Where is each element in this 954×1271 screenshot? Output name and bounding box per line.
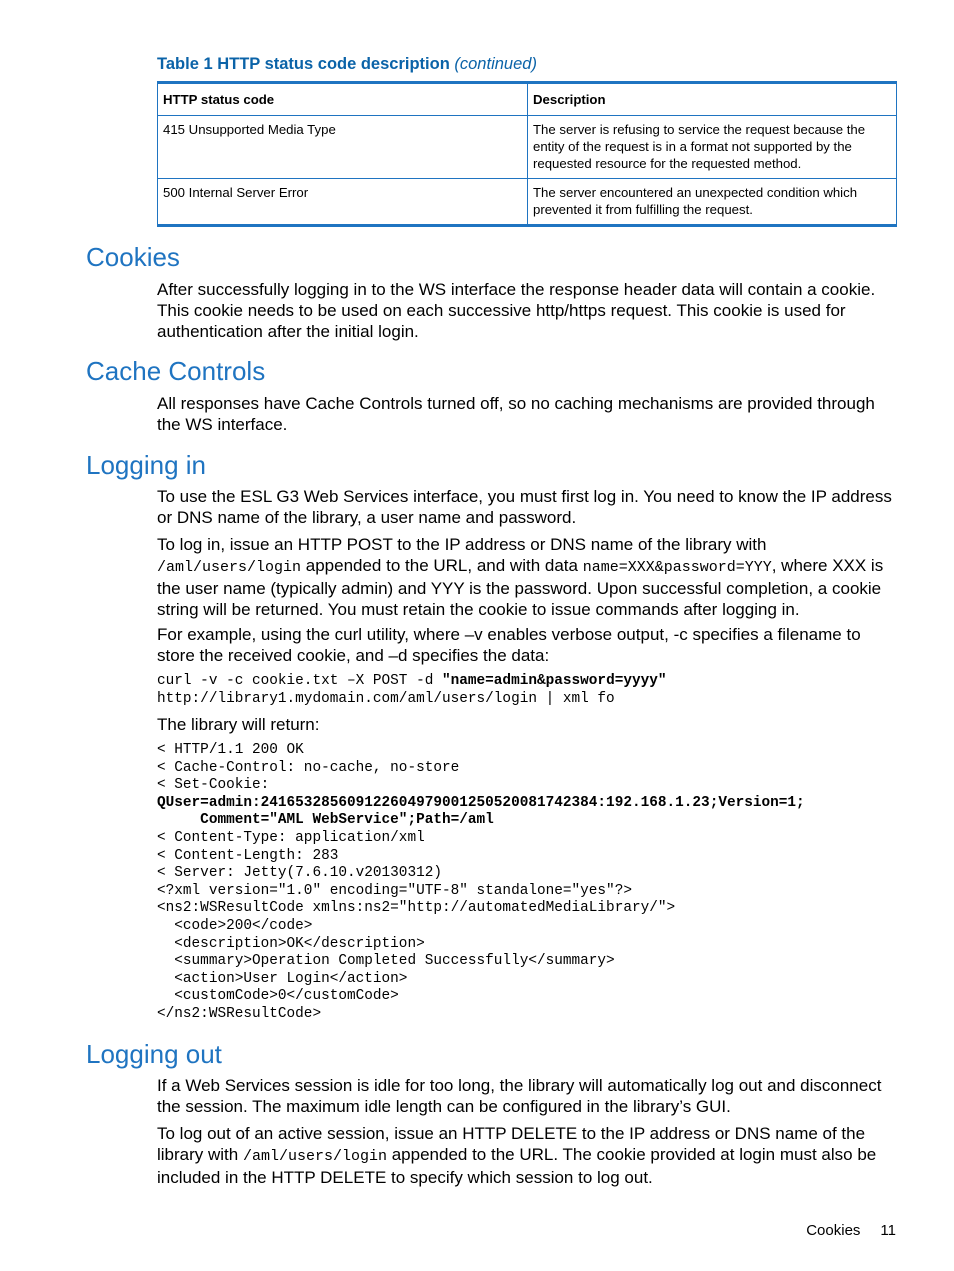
login-p2-text-c: , where XXX is the user name (typically admin) and YYY is the password. Upon successful completion, a cookie string will be returned. You must retain the cookie to issue commands after logging in. [157, 556, 884, 619]
column-header-description: Description [528, 83, 897, 116]
logout-paragraph-1: If a Web Services session is idle for too long, the library will automatically log out and disconnect the session. The maximum idle length can be configured in the library’s GUI. [157, 1076, 882, 1116]
logout-p2-text-a: To log out of an active session, issue an HTTP DELETE to the IP address or DNS name of the library with [157, 1124, 866, 1164]
login-paragraph-4: The library will return: [157, 715, 320, 734]
curl-command-code [157, 673, 667, 708]
login-data-code: name=XXX&password=YYY [582, 559, 772, 576]
response-line: <action>User Login</action> [157, 970, 408, 987]
column-header-status-code: HTTP status code [158, 83, 528, 116]
status-code-cell: 500 Internal Server Error [158, 179, 528, 226]
response-line: <customCode>0</customCode> [157, 988, 399, 1005]
response-line: < Content-Length: 283 [157, 847, 339, 864]
table-caption-continued: (continued) [454, 55, 537, 73]
table-caption [157, 55, 537, 74]
response-line: < Server: Jetty(7.6.10.v20130312) [157, 865, 442, 882]
cache-controls-paragraph: All responses have Cache Controls turned off, so no caching mechanisms are provided through the WS interface. [157, 394, 875, 434]
curl-line-1: curl -v -c cookie.txt –X POST -d [157, 673, 442, 689]
response-line: <summary>Operation Completed Successfully</summary> [157, 953, 615, 970]
page-footer [760, 1222, 896, 1239]
response-line: < HTTP/1.1 200 OK [157, 742, 304, 758]
login-paragraph-3: For example, using the curl utility, where –v enables verbose output, -c specifies a filename to store the received cookie, and –d specifies the data: [157, 625, 861, 665]
heading-cache-controls: Cache Controls [86, 356, 266, 386]
login-p2-text-a: To log in, issue an HTTP POST to the IP address or DNS name of the library with [157, 535, 767, 554]
login-response-code [157, 742, 805, 1024]
response-line: < Set-Cookie: [157, 777, 270, 794]
login-url-code: /aml/users/login [157, 559, 302, 576]
response-line: <ns2:WSResultCode xmlns:ns2="http://automatedMediaLibrary/"> [157, 900, 676, 917]
response-line: < Content-Type: application/xml [157, 829, 425, 846]
response-line: < Cache-Control: no-cache, no-store [157, 759, 460, 776]
curl-data-bold: "name=admin&password=yyyy" [441, 673, 667, 689]
heading-logging-out: Logging out [86, 1039, 222, 1069]
curl-line-2: http://library1.mydomain.com/aml/users/login | xml fo [157, 690, 615, 707]
table-caption-title: Table 1 HTTP status code description [157, 55, 450, 73]
login-paragraph-2 [157, 534, 902, 620]
footer-section-name: Cookies [806, 1222, 861, 1239]
heading-cookies: Cookies [86, 242, 180, 272]
response-cookie-line: QUser=admin:24165328560912260497900125052008174238​4:192.168.1.23;Version=1; [157, 794, 805, 811]
cookies-paragraph: After successfully logging in to the WS interface the response header data will contain a cookie. This cookie needs to be used on each successive http/https request. This cookie is used for authentication after the initial login. [157, 280, 876, 341]
login-paragraph-1: To use the ESL G3 Web Services interface, you must first log in. You need to know the IP address or DNS name of the library, a user name and password. [157, 487, 892, 527]
description-cell: The server encountered an unexpected condition which prevented it from fulfilling the request. [528, 179, 897, 226]
response-line: <?xml version="1.0" encoding="UTF-8" standalone="yes"?> [157, 882, 632, 899]
table-row [158, 179, 897, 226]
footer-page-number: 11 [880, 1222, 896, 1239]
table-header-row [158, 83, 897, 116]
table-row [158, 116, 897, 179]
response-line: <code>200</code> [157, 917, 313, 934]
response-line: </ns2:WSResultCode> [157, 1005, 322, 1022]
login-p2-text-b: appended to the URL, and with data [301, 556, 583, 575]
logout-p2-text-b: appended to the URL. The cookie provided at login must also be included in the HTTP DELETE to specify which session to log out. [157, 1145, 877, 1187]
description-cell: The server is refusing to service the request because the entity of the request is in a format not supported by the requested resource for the requested method. [528, 116, 897, 179]
response-line: <description>OK</description> [157, 935, 425, 952]
heading-logging-in: Logging in [86, 450, 206, 480]
status-code-cell: 415 Unsupported Media Type [158, 116, 528, 179]
response-cookie-line: Comment="AML WebService";Path=/aml [157, 812, 494, 829]
logout-paragraph-2 [157, 1123, 902, 1188]
logout-url-code: /aml/users/login [242, 1148, 387, 1165]
http-status-table [157, 81, 897, 227]
